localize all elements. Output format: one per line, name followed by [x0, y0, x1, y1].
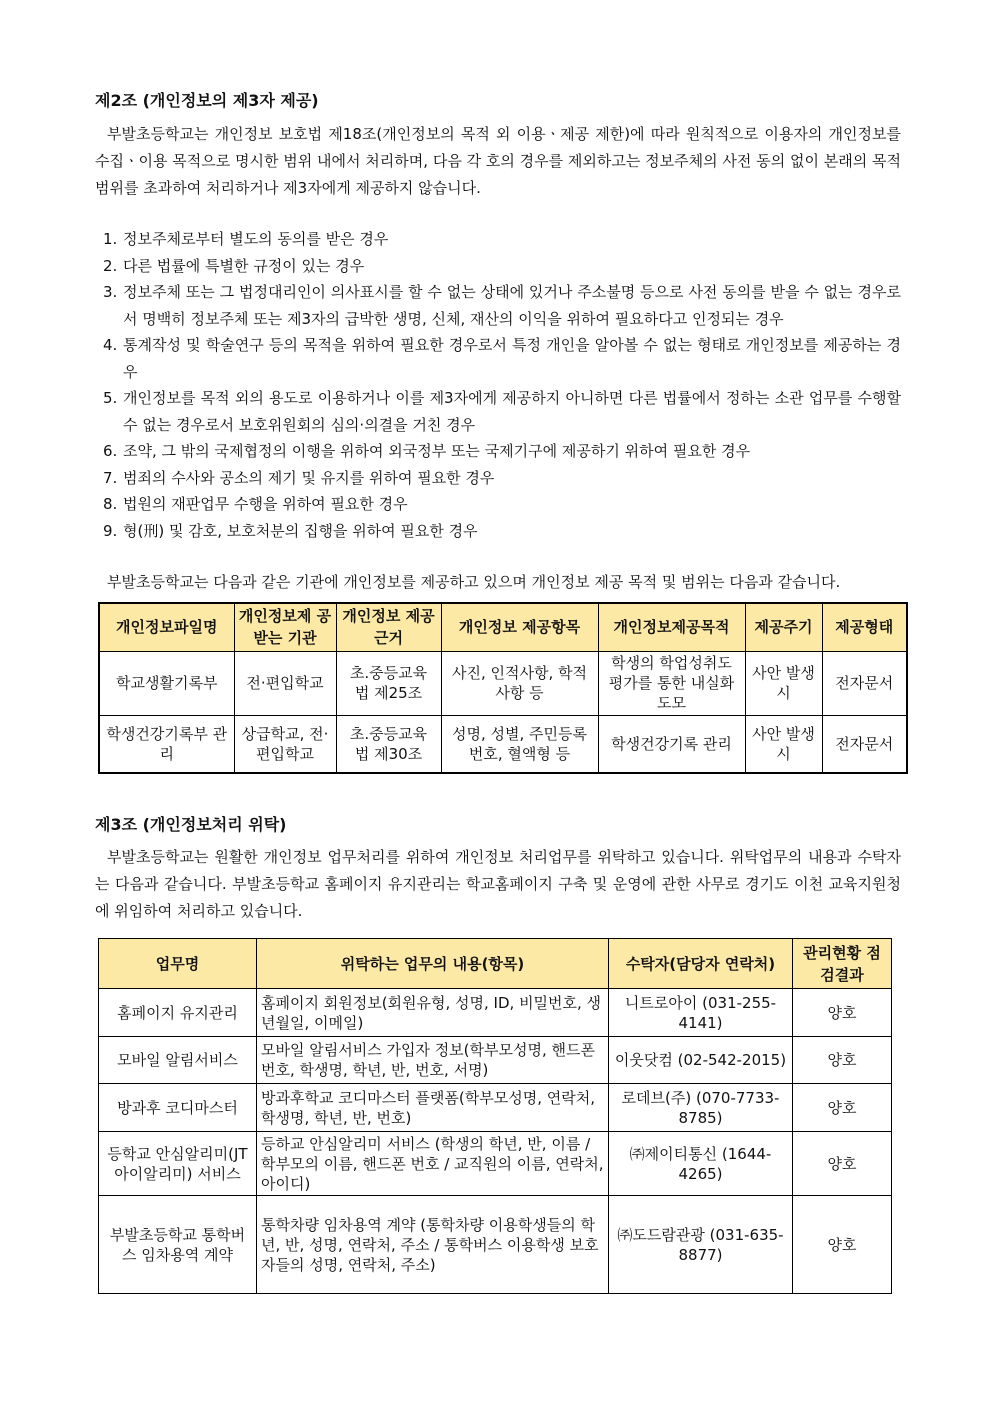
list-item: 1. 정보주체로부터 별도의 동의를 받은 경우	[103, 230, 389, 248]
table-cell: 학생의 학업성취도 평가를 통한 내실화 도모	[598, 651, 745, 715]
table-row	[99, 1196, 892, 1294]
table-cell: 전자문서	[822, 651, 907, 715]
table-cell: 초.중등교육 법 제30조	[336, 715, 441, 773]
exception-list	[95, 226, 901, 544]
table-cell: 전자문서	[822, 715, 907, 773]
table-row	[99, 1084, 892, 1132]
table-cell: ㈜도드람관광 (031-635-8877)	[609, 1196, 793, 1294]
list-item: 8. 법원의 재판업무 수행을 위하여 필요한 경우	[103, 495, 408, 513]
provision-table-intro: 부발초등학교는 다음과 같은 기관에 개인정보를 제공하고 있으며 개인정보 제공 목적 및 범위는 다음과 같습니다.	[107, 573, 841, 591]
section3-title: 제3조 (개인정보처리 위탁)	[95, 815, 287, 834]
table-cell: 이웃닷컴 (02-542-2015)	[609, 1037, 793, 1084]
table-cell: 방과후학교 코디마스터 플랫폼(학부모성명, 연락처, 학생명, 학년, 반, 번호)	[257, 1084, 609, 1132]
table-cell: 모바일 알림서비스 가입자 정보(학부모성명, 핸드폰번호, 학생명, 학년, 반, 번호, 서명)	[257, 1037, 609, 1084]
table-header: 개인정보 제공항목	[441, 603, 598, 651]
table-cell: 모바일 알림서비스	[99, 1037, 257, 1084]
table-header: 제공주기	[745, 603, 822, 651]
table-cell: 양호	[793, 1132, 892, 1196]
table-header: 개인정보제공목적	[598, 603, 745, 651]
third-party-provision-table	[98, 602, 908, 774]
section2-title: 제2조 (개인정보의 제3자 제공)	[95, 91, 319, 110]
list-item: 7. 범죄의 수사와 공소의 제기 및 유지를 위하여 필요한 경우	[103, 468, 495, 487]
table-row	[99, 1132, 892, 1196]
table-cell: 양호	[793, 1037, 892, 1084]
table-cell: 양호	[793, 1196, 892, 1294]
table-header: 관리현황 점검결과	[793, 939, 892, 989]
table-cell: 양호	[793, 989, 892, 1037]
list-item: 4. 통계작성 및 학술연구 등의 목적을 위하여 필요한 경우로서 특정 개인을 알아볼 수 없는 형태로 개인정보를 제공하는 경우	[103, 336, 901, 381]
table-cell: 초.중등교육 법 제25조	[336, 651, 441, 715]
table-cell: 전·편입학교	[234, 651, 336, 715]
table-row	[99, 1037, 892, 1084]
table-header: 업무명	[99, 939, 257, 989]
table-cell: 홈페이지 유지관리	[99, 989, 257, 1037]
table-header: 위탁하는 업무의 내용(항목)	[257, 939, 609, 989]
table-cell: 등학교 안심알리미(JT아이알리미) 서비스	[99, 1132, 257, 1196]
list-item: 6. 조약, 그 밖의 국제협정의 이행을 위하여 외국정부 또는 국제기구에 제공하기 위하여 필요한 경우	[103, 442, 751, 460]
table-cell: 로데브(주) (070-7733-8785)	[609, 1084, 793, 1132]
table-cell: 홈페이지 회원정보(회원유형, 성명, ID, 비밀번호, 생년월일, 이메일)	[257, 989, 609, 1037]
section2-intro: 부발초등학교는 개인정보 보호법 제18조(개인정보의 목적 외 이용ㆍ제공 제한)에 따라 원칙적으로 이용자의 개인정보를 수집ㆍ이용 목적으로 명시한 범위 내에서 처리하며, 다음 각 호의 경우를 제외하고는 정보주체의 사전 동의 없이 본래의 목적 범위를 초과하여 처리하거나 제3자에게 제공하지 않습니다.	[95, 125, 901, 197]
table-cell: ㈜제이티통신 (1644-4265)	[609, 1132, 793, 1196]
table-cell: 성명, 성별, 주민등록번호, 혈액형 등	[441, 715, 598, 773]
table-header: 제공형태	[822, 603, 907, 651]
list-item: 9. 형(刑) 및 감호, 보호처분의 집행을 위하여 필요한 경우	[103, 521, 478, 540]
table-header: 개인정보파일명	[99, 603, 234, 651]
table-cell: 학교생활기록부	[99, 651, 234, 715]
table-row	[99, 651, 907, 715]
list-item: 3. 정보주체 또는 그 법정대리인이 의사표시를 할 수 없는 상태에 있거나 주소불명 등으로 사전 동의를 받을 수 없는 경우로서 명백히 정보주체 또는 제3자의 급박한 생명, 신체, 재산의 이익을 위하여 필요하다고 인정되는 경우	[103, 283, 901, 328]
table-cell: 사안 발생시	[745, 715, 822, 773]
table-header: 개인정보 제공근거	[336, 603, 441, 651]
table-row	[99, 715, 907, 773]
list-item: 2. 다른 법률에 특별한 규정이 있는 경우	[103, 256, 365, 275]
table-row	[99, 989, 892, 1037]
table-cell: 부발초등학교 통학버스 임차용역 계약	[99, 1196, 257, 1294]
processing-entrustment-table	[98, 938, 892, 1294]
table-cell: 사진, 인적사항, 학적사항 등	[441, 651, 598, 715]
table-cell: 학생건강기록 관리	[598, 715, 745, 773]
table-cell: 등하교 안심알리미 서비스 (학생의 학년, 반, 이름 / 학부모의 이름, 핸드폰 번호 / 교직원의 이름, 연락처, 아이디)	[257, 1132, 609, 1196]
section3-intro: 부발초등학교는 원활한 개인정보 업무처리를 위하여 개인정보 처리업무를 위탁하고 있습니다. 위탁업무의 내용과 수탁자는 다음과 같습니다. 부발초등학교 홈페이지 유지관리는 학교홈페이지 구축 및 운영에 관한 사무로 경기도 이천 교육지원청에 위임하여 처리하고 있습니다.	[95, 848, 901, 920]
table-cell: 사안 발생시	[745, 651, 822, 715]
table-cell: 니트로아이 (031-255-4141)	[609, 989, 793, 1037]
list-item: 5. 개인정보를 목적 외의 용도로 이용하거나 이를 제3자에게 제공하지 아니하면 다른 법률에서 정하는 소관 업무를 수행할 수 없는 경우로서 보호위원회의 심의·의결을 거친 경우	[103, 389, 901, 434]
table-header: 수탁자(담당자 연락처)	[609, 939, 793, 989]
table-header: 개인정보제 공받는 기관	[234, 603, 336, 651]
table-cell: 방과후 코디마스터	[99, 1084, 257, 1132]
document-page	[95, 90, 901, 1294]
table-cell: 양호	[793, 1084, 892, 1132]
table-cell: 상급학교, 전·편입학교	[234, 715, 336, 773]
table-cell: 통학차량 임차용역 계약 (통학차량 이용학생들의 학년, 반, 성명, 연락처, 주소 / 통학버스 이용학생 보호자들의 성명, 연락처, 주소)	[257, 1196, 609, 1294]
table-cell: 학생건강기록부 관리	[99, 715, 234, 773]
